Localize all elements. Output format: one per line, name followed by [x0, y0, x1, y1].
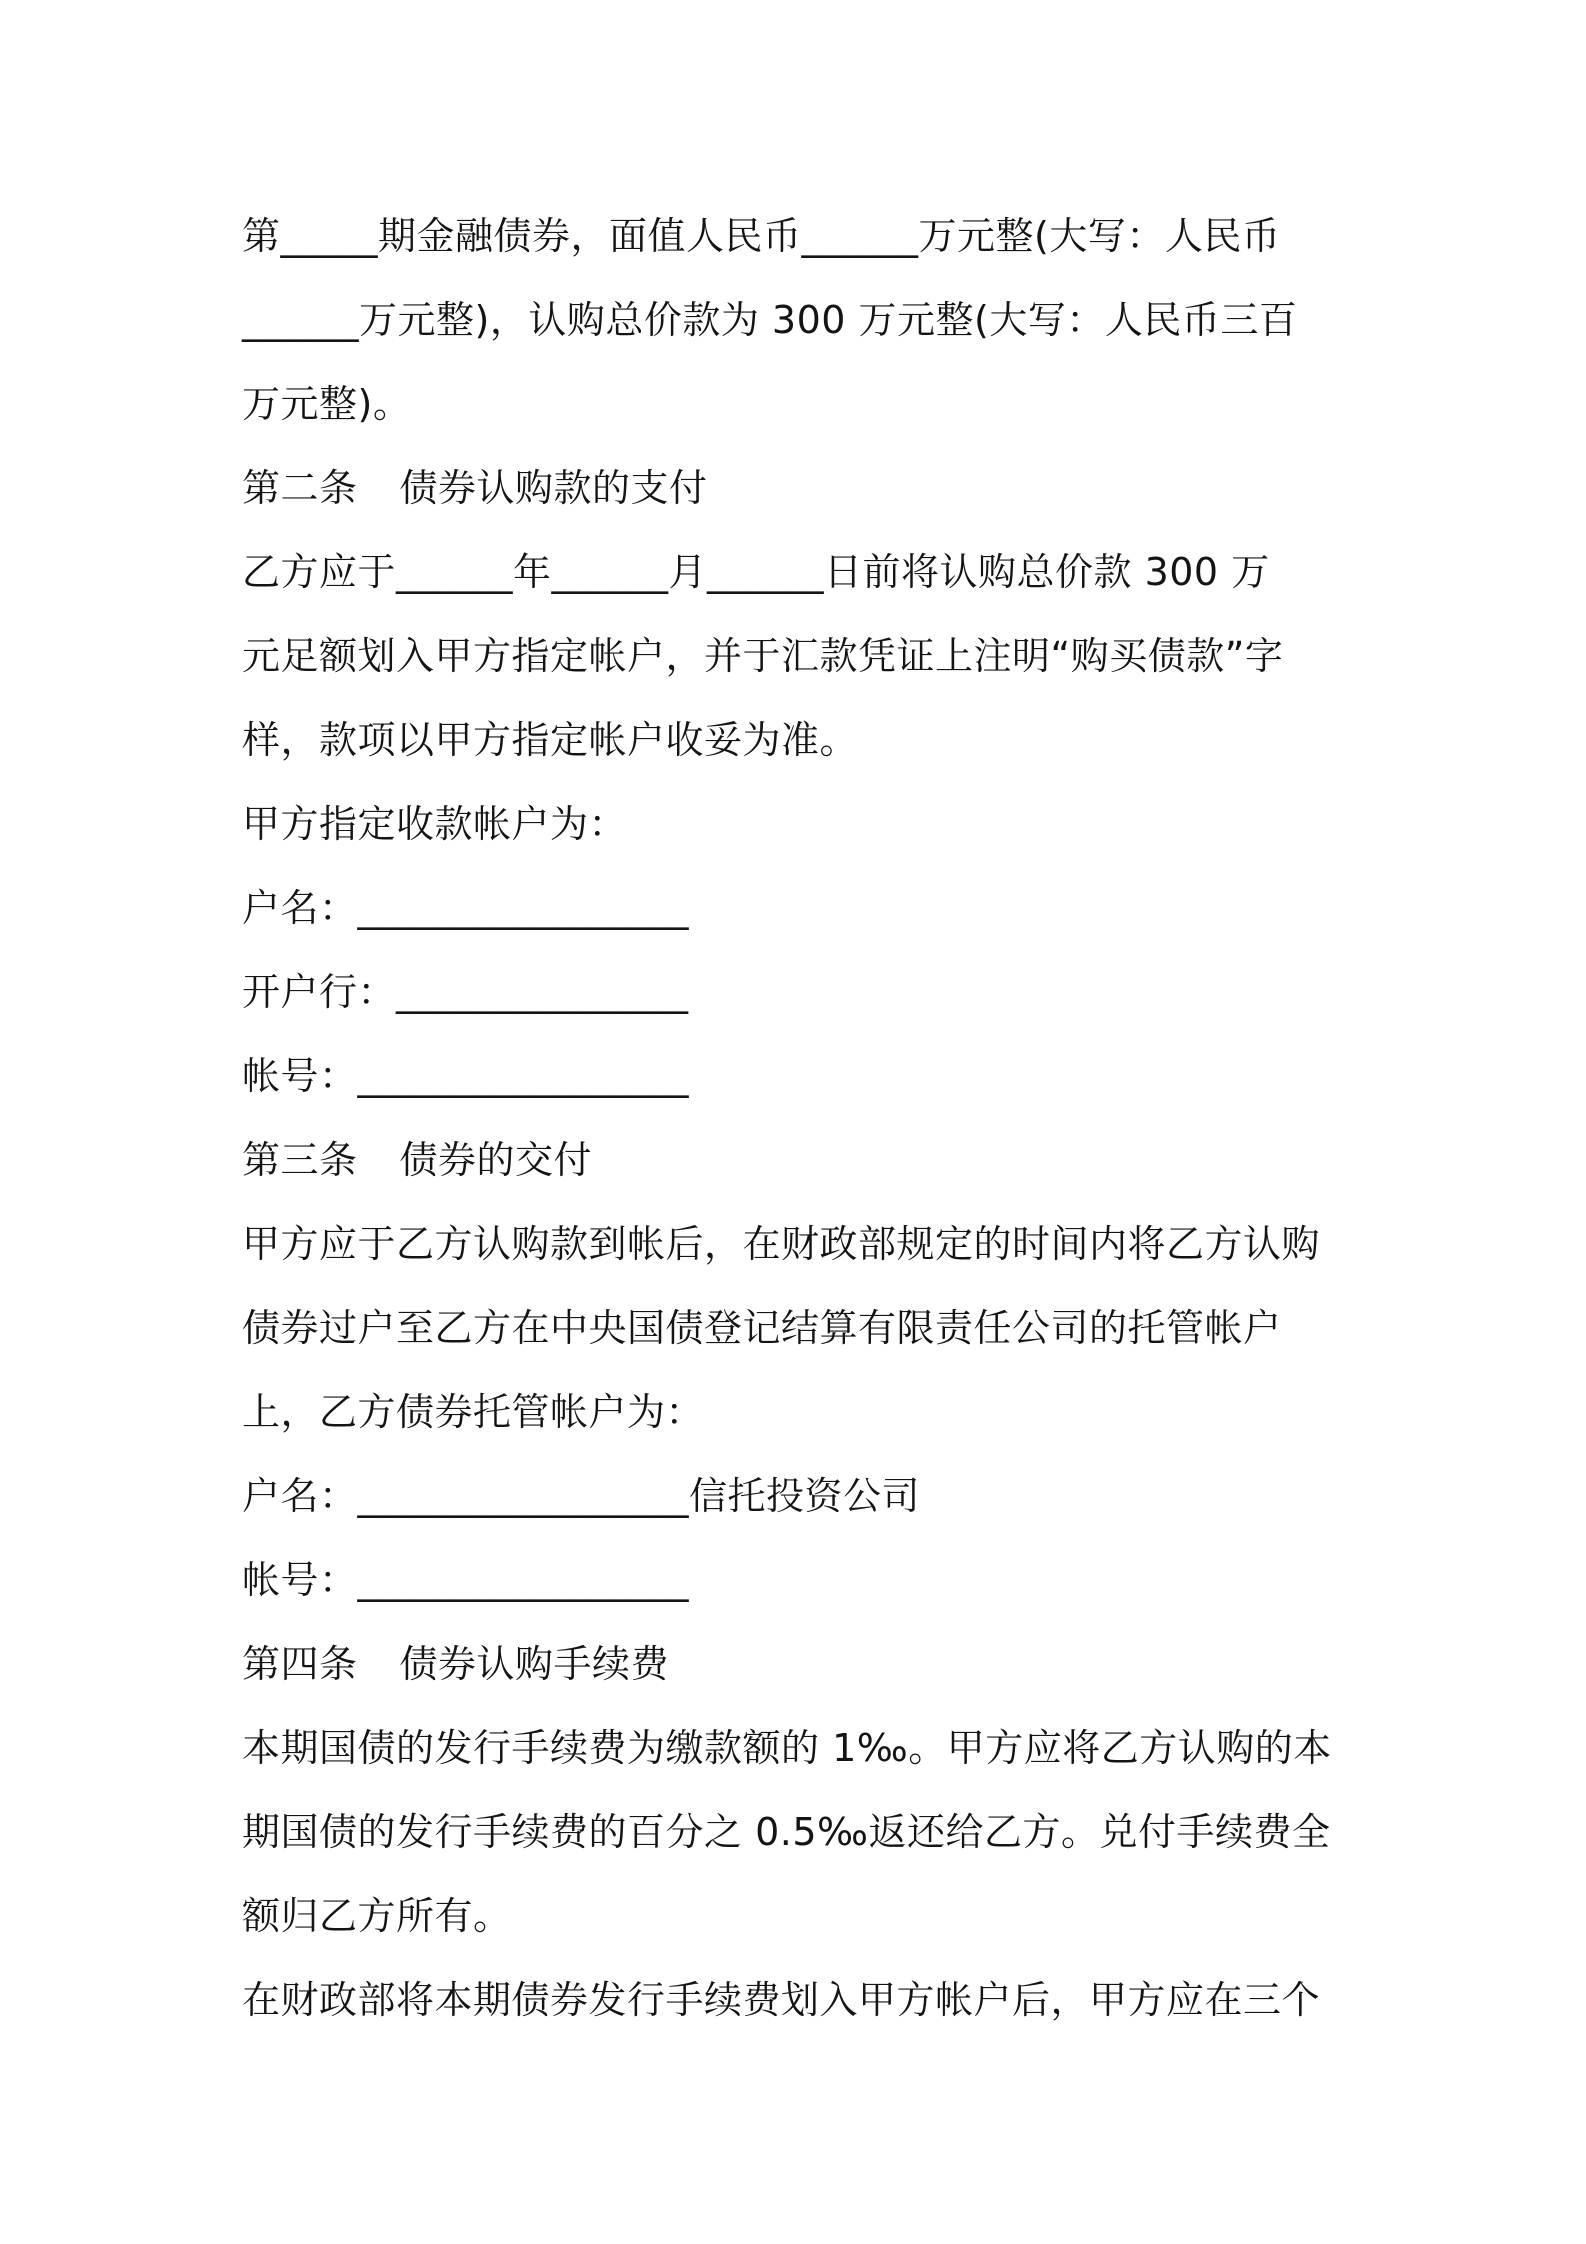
- article-title: 债券认购款的支付: [399, 466, 708, 510]
- body-line: 额归乙方所有。: [242, 1894, 512, 1938]
- custody-account-number-field: 帐号：_________________: [242, 1558, 690, 1602]
- document-page: [242, 194, 1362, 2042]
- body-line: 债券过户至乙方在中央国债登记结算有限责任公司的托管帐户: [242, 1306, 1282, 1350]
- article-4-heading: [242, 1622, 1362, 1706]
- body-line: 元足额划入甲方指定帐户，并于汇款凭证上注明“购买债款”字: [242, 634, 1284, 678]
- body-line: 乙方应于______年______月______日前将认购总价款 300 万: [242, 550, 1270, 594]
- body-line: ______万元整)，认购总价款为 300 万元整(大写：人民币三百: [242, 298, 1298, 342]
- body-line: 甲方指定收款帐户为：: [242, 802, 628, 846]
- account-name-field: 户名：_________________: [242, 886, 690, 930]
- custody-account-name-field: 户名：_________________信托投资公司: [242, 1474, 921, 1518]
- article-title: 债券的交付: [399, 1138, 593, 1182]
- body-line: 万元整)。: [242, 382, 412, 426]
- account-number-field: 帐号：_________________: [242, 1054, 690, 1098]
- body-line: 期国债的发行手续费的百分之 0.5‰返还给乙方。兑付手续费全: [242, 1810, 1331, 1854]
- body-line: 本期国债的发行手续费为缴款额的 1‰。甲方应将乙方认购的本: [242, 1726, 1332, 1770]
- article-2-heading: [242, 446, 1362, 530]
- article-number: 第四条: [242, 1642, 358, 1686]
- body-line: 第_____期金融债券，面值人民币______万元整(大写：人民币: [242, 214, 1281, 258]
- body-line: 样，款项以甲方指定帐户收妥为准。: [242, 718, 859, 762]
- article-number: 第二条: [242, 466, 358, 510]
- body-line: 上，乙方债券托管帐户为：: [242, 1390, 705, 1434]
- article-title: 债券认购手续费: [399, 1642, 670, 1686]
- article-number: 第三条: [242, 1138, 358, 1182]
- bank-field: 开户行：_______________: [242, 970, 689, 1014]
- body-line: 在财政部将本期债券发行手续费划入甲方帐户后，甲方应在三个: [242, 1978, 1321, 2022]
- body-line: 甲方应于乙方认购款到帐后，在财政部规定的时间内将乙方认购: [242, 1222, 1321, 1266]
- article-3-heading: [242, 1118, 1362, 1202]
